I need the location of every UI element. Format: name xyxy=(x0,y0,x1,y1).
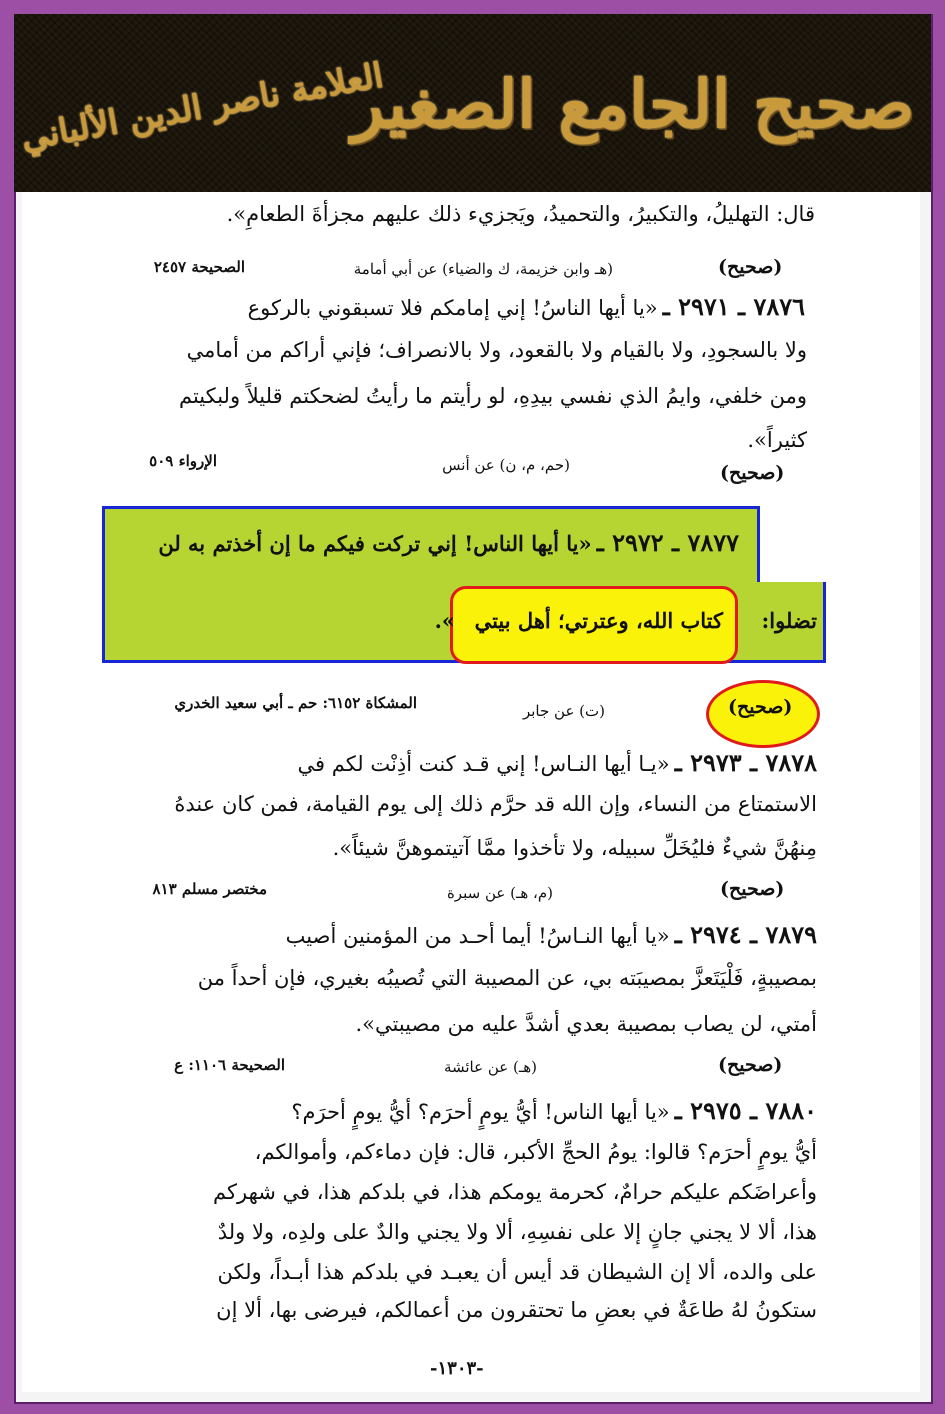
hadith-7878-line3: مِنهُنَّ شيءٌ فليُخَلِّ سبيله، ولا تأخذوا ممَّا آتيتموهنَّ شيئاً». xyxy=(332,836,817,860)
hadith-7880-line6: ستكونُ لهُ طاعَةٌ في بعضِ ما تحتقرون من أعمالكم، فيرضى بها، ألا إن xyxy=(216,1298,817,1322)
hadith-text: «يا أيها الناس! أيُّ يومٍ أحرَم؟ أيُّ يومٍ أحرَم؟ xyxy=(291,1100,670,1124)
hadith-7876-line2: ولا بالسجودِ، ولا بالقيام ولا بالقعود، ولا بالانصراف؛ فإني أراكم من أمامي xyxy=(186,338,807,362)
hadith-text: «يـا أيها النـاس! إني قـد كنت أذِنْت لكم في xyxy=(297,752,670,776)
hadith-7880-line4: هذا، ألا لا يجني جانٍ إلا على نفسِهِ، ألا ولا يجني والدٌ على ولدِه، ولا ولدٌ xyxy=(217,1220,817,1244)
grade-7875: (صحيح) xyxy=(718,256,783,278)
hadith-number: ٧٨٨٠ ـ ٢٩٧٥ ـ xyxy=(674,1096,817,1125)
grade-7879: (صحيح) xyxy=(718,1054,783,1076)
hadith-7880 xyxy=(291,1096,817,1125)
grade-7876: (صحيح) xyxy=(720,462,785,484)
sources-7877: (ت) عن جابر xyxy=(522,702,605,720)
hadith-7880-line3: وأعراضَكم عليكم حرامٌ، كحرمة يومكم هذا، في بلدكم هذا، في شهركم xyxy=(213,1180,817,1204)
ref-7878: مختصر مسلم ٨١٣ xyxy=(152,880,267,898)
grade-7877: (صحيح) xyxy=(728,696,793,718)
hadith-7877-line2c: ». xyxy=(434,608,455,633)
ref-7876: الإرواء ٥٠٩ xyxy=(149,452,217,470)
hadith-7879-line2: بمصيبةٍ، فَلْيَتَعزَّ بمصيبَته بي، عن المصيبة التي تُصيبُه بغيري، فإن أحداً من xyxy=(197,966,817,990)
hadith-text: «يا أيها الناس! إني تركت فيكم ما إن أخذتم به لن xyxy=(158,531,592,556)
hadith-text: «يا أيها الناسُ! إني إمامكم فلا تسبقوني بالركوع xyxy=(247,296,658,320)
hadith-7878-line2: الاستمتاع من النساء، وإن الله قد حرَّم ذلك إلى يوم القيامة، فمن كان عندهُ xyxy=(174,792,817,816)
hadith-7877-line2b: كتاب الله، وعترتي؛ أهل بيتي xyxy=(474,608,723,633)
page-number: -١٣٠٣- xyxy=(430,1358,484,1379)
book-title: صحيح الجامع الصغير xyxy=(351,65,915,143)
hadith-number: ٧٨٧٦ ـ ٢٩٧١ ـ xyxy=(662,292,805,321)
sources-7879: (هـ) عن عائشة xyxy=(443,1058,537,1076)
hadith-7879 xyxy=(286,920,817,949)
sources-7875: (هـ وابن خزيمة، ك والضياء) عن أبي أمامة xyxy=(353,260,613,278)
hadith-7877-line2a: تضلوا: xyxy=(761,608,817,633)
hadith-7880-line5: على والده، ألا إن الشيطان قد أيس أن يعبـد في بلدكم هذا أبـداً، ولكن xyxy=(217,1260,817,1284)
hadith-number: ٧٨٧٩ ـ ٢٩٧٤ ـ xyxy=(674,920,817,949)
sources-7878: (م، هـ) عن سبرة xyxy=(446,884,553,902)
book-author: العلامة ناصر الدين الألباني xyxy=(18,55,386,159)
hadith-7876 xyxy=(248,292,805,321)
hadith-7876-line3: ومن خلفي، وايمُ الذي نفسي بيدِهِ، لو رأيتم ما رأيتُ لضحكتم قليلاً ولبكيتم xyxy=(178,384,807,408)
hadith-7879-line3: أمتي، لن يصاب بمصيبة بعدي أشدَّ عليه من مصيبتي». xyxy=(355,1012,817,1036)
hadith-7875-tail: قال: التهليلُ، والتكبيرُ، والتحميدُ، ويَجزيء ذلك عليهم مجزأةَ الطعامِ». xyxy=(226,202,815,226)
hadith-text: «يا أيها النـاسُ! أيما أحـد من المؤمنين أصيب xyxy=(285,924,670,948)
book-banner xyxy=(14,14,931,192)
ref-7877: المشكاة ٦١٥٢: حم ـ أبي سعيد الخدري xyxy=(174,694,417,712)
hadith-7880-line2: أيُّ يومٍ أحرَم؟ قالوا: يومُ الحجِّ الأكبر، قال: فإن دماءكم، وأموالكم، xyxy=(254,1140,817,1164)
ref-7875: الصحيحة ٢٤٥٧ xyxy=(153,258,245,276)
sources-7876: (حم، م، ن) عن أنس xyxy=(442,456,570,474)
hadith-7876-line4: كثيراً». xyxy=(747,428,807,452)
hadith-7877 xyxy=(158,528,739,557)
ref-7879: الصحيحة ١١٠٦: ع xyxy=(174,1056,285,1074)
grade-7878: (صحيح) xyxy=(720,878,785,900)
hadith-number: ٧٨٧٨ ـ ٢٩٧٣ ـ xyxy=(674,748,817,777)
hadith-7878 xyxy=(298,748,817,777)
hadith-number: ٧٨٧٧ ـ ٢٩٧٢ ـ xyxy=(596,528,739,557)
